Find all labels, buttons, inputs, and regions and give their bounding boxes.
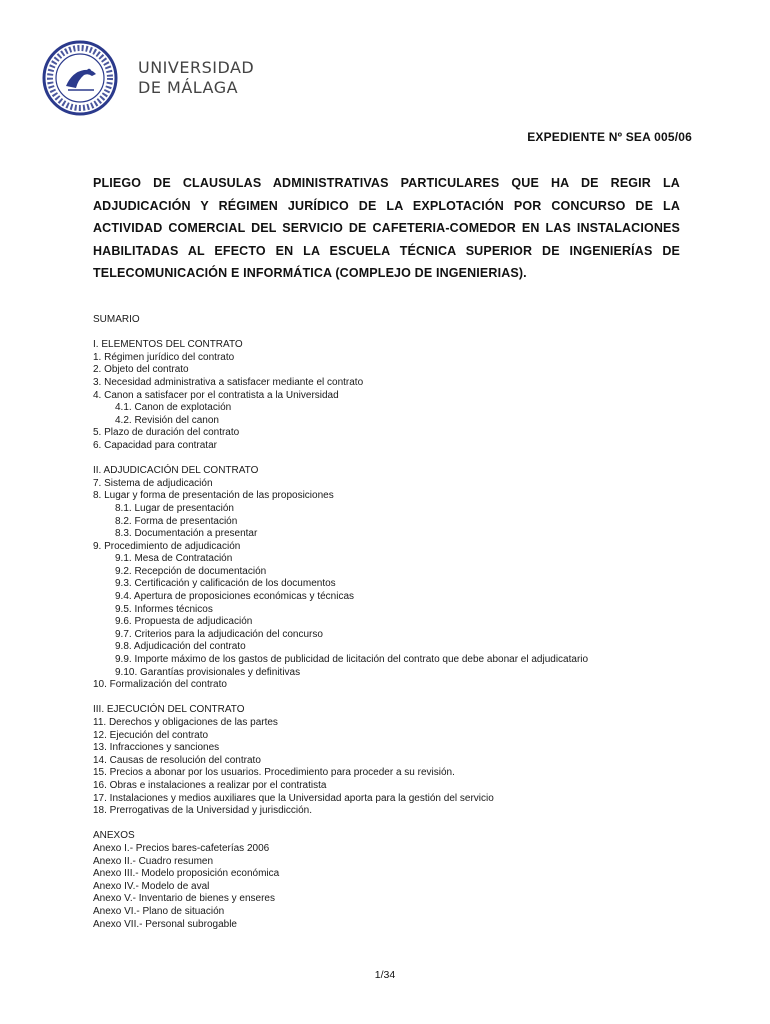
toc-subitem: 4.2. Revisión del canon [115, 414, 219, 426]
toc-heading: SUMARIO [93, 314, 140, 325]
university-name [138, 58, 254, 98]
logo-line-2: DE MÁLAGA [138, 78, 239, 97]
toc-item: 7. Sistema de adjudicación [93, 477, 213, 489]
toc-subitem: 8.3. Documentación a presentar [115, 528, 258, 540]
toc-section-title: ANEXOS [93, 830, 135, 842]
toc-subitem: 9.3. Certificación y calificación de los documentos [115, 578, 336, 590]
toc-item: Anexo V.- Inventario de bienes y enseres [93, 893, 275, 905]
toc-item: 11. Derechos y obligaciones de las partes [93, 717, 278, 728]
toc-item: 15. Precios a abonar por los usuarios. Procedimiento para proceder a su revisión. [93, 767, 455, 779]
toc-item: Anexo VI.- Plano de situación [93, 905, 225, 917]
toc-subitem: 9.2. Recepción de documentación [115, 565, 267, 577]
toc-item: Anexo I.- Precios bares-cafeterías 2006 [93, 842, 270, 854]
toc-item: Anexo II.- Cuadro resumen [93, 855, 214, 867]
toc-section-title: III. EJECUCIÓN DEL CONTRATO [93, 704, 245, 716]
toc-item: 10. Formalización del contrato [93, 679, 227, 691]
toc-subitem: 9.6. Propuesta de adjudicación [115, 616, 253, 628]
toc-item: 18. Prerrogativas de la Universidad y jurisdicción. [93, 805, 312, 817]
logo-line-1: UNIVERSIDAD [138, 58, 255, 77]
toc-item: 17. Instalaciones y medios auxiliares que la Universidad aporta para la gestión del servicio [93, 792, 494, 804]
table-of-contents [93, 314, 693, 931]
university-seal-icon [42, 40, 118, 116]
toc-item: 6. Capacidad para contratar [93, 439, 217, 451]
toc-item: 3. Necesidad administrativa a satisfacer mediante el contrato [93, 376, 364, 388]
toc-item: Anexo IV.- Modelo de aval [93, 880, 210, 892]
toc-subitem: 9.10. Garantías provisionales y definitivas [115, 666, 301, 678]
toc-subitem: 4.1. Canon de explotación [115, 402, 232, 414]
toc-subitem: 9.8. Adjudicación del contrato [115, 641, 246, 653]
toc-item: 8. Lugar y forma de presentación de las proposiciones [93, 490, 334, 502]
toc-item: 1. Régimen jurídico del contrato [93, 351, 235, 363]
toc-item: 5. Plazo de duración del contrato [93, 427, 240, 439]
toc-subitem: 9.5. Informes técnicos [115, 603, 213, 615]
toc-section-title: II. ADJUDICACIÓN DEL CONTRATO [93, 465, 259, 477]
toc-subitem: 9.1. Mesa de Contratación [115, 553, 233, 565]
toc-item: 4. Canon a satisfacer por el contratista a la Universidad [93, 389, 339, 401]
toc-subitem: 9.9. Importe máximo de los gastos de publicidad de licitación del contrato que debe abonar el adjudicatario [115, 654, 589, 666]
toc-subitem: 9.4. Apertura de proposiciones económicas y técnicas [115, 591, 355, 603]
file-number: EXPEDIENTE Nº SEA 005/06 [527, 130, 692, 144]
toc-item: 14. Causas de resolución del contrato [93, 754, 261, 766]
toc-section-title: I. ELEMENTOS DEL CONTRATO [93, 339, 243, 351]
toc-item: 9. Procedimiento de adjudicación [93, 540, 241, 552]
toc-item: 16. Obras e instalaciones a realizar por el contratista [93, 779, 327, 791]
toc-item: Anexo VII.- Personal subrogable [93, 918, 237, 930]
toc-subitem: 8.1. Lugar de presentación [115, 502, 234, 514]
page-number: 1/34 [374, 969, 396, 981]
toc-item: 2. Objeto del contrato [93, 364, 189, 376]
toc-item: 13. Infracciones y sanciones [93, 742, 220, 754]
university-logo [42, 40, 272, 116]
toc-item: Anexo III.- Modelo proposición económica [93, 868, 280, 880]
toc-subitem: 8.2. Forma de presentación [115, 515, 238, 527]
toc-item: 12. Ejecución del contrato [93, 729, 209, 741]
document-title: PLIEGO DE CLAUSULAS ADMINISTRATIVAS PARTICULARES QUE HA DE REGIR LA ADJUDICACIÓN Y RÉGIMEN JURÍDICO DE LA EXPLOTACIÓN POR CONCURSO DE LA ACTIVIDAD COMERCIAL DEL SERVICIO DE CAFETERIA-COMEDOR EN LAS INSTALACIONES HABILITADAS AL EFECTO EN LA ESCUELA TÉCNICA SUPERIOR DE INGENIERÍAS DE TELECOMUNICACIÓN E INFORMÁTICA (COMPLEJO DE INGENIERIAS). [93, 176, 680, 280]
toc-subitem: 9.7. Criterios para la adjudicación del concurso [115, 628, 323, 640]
